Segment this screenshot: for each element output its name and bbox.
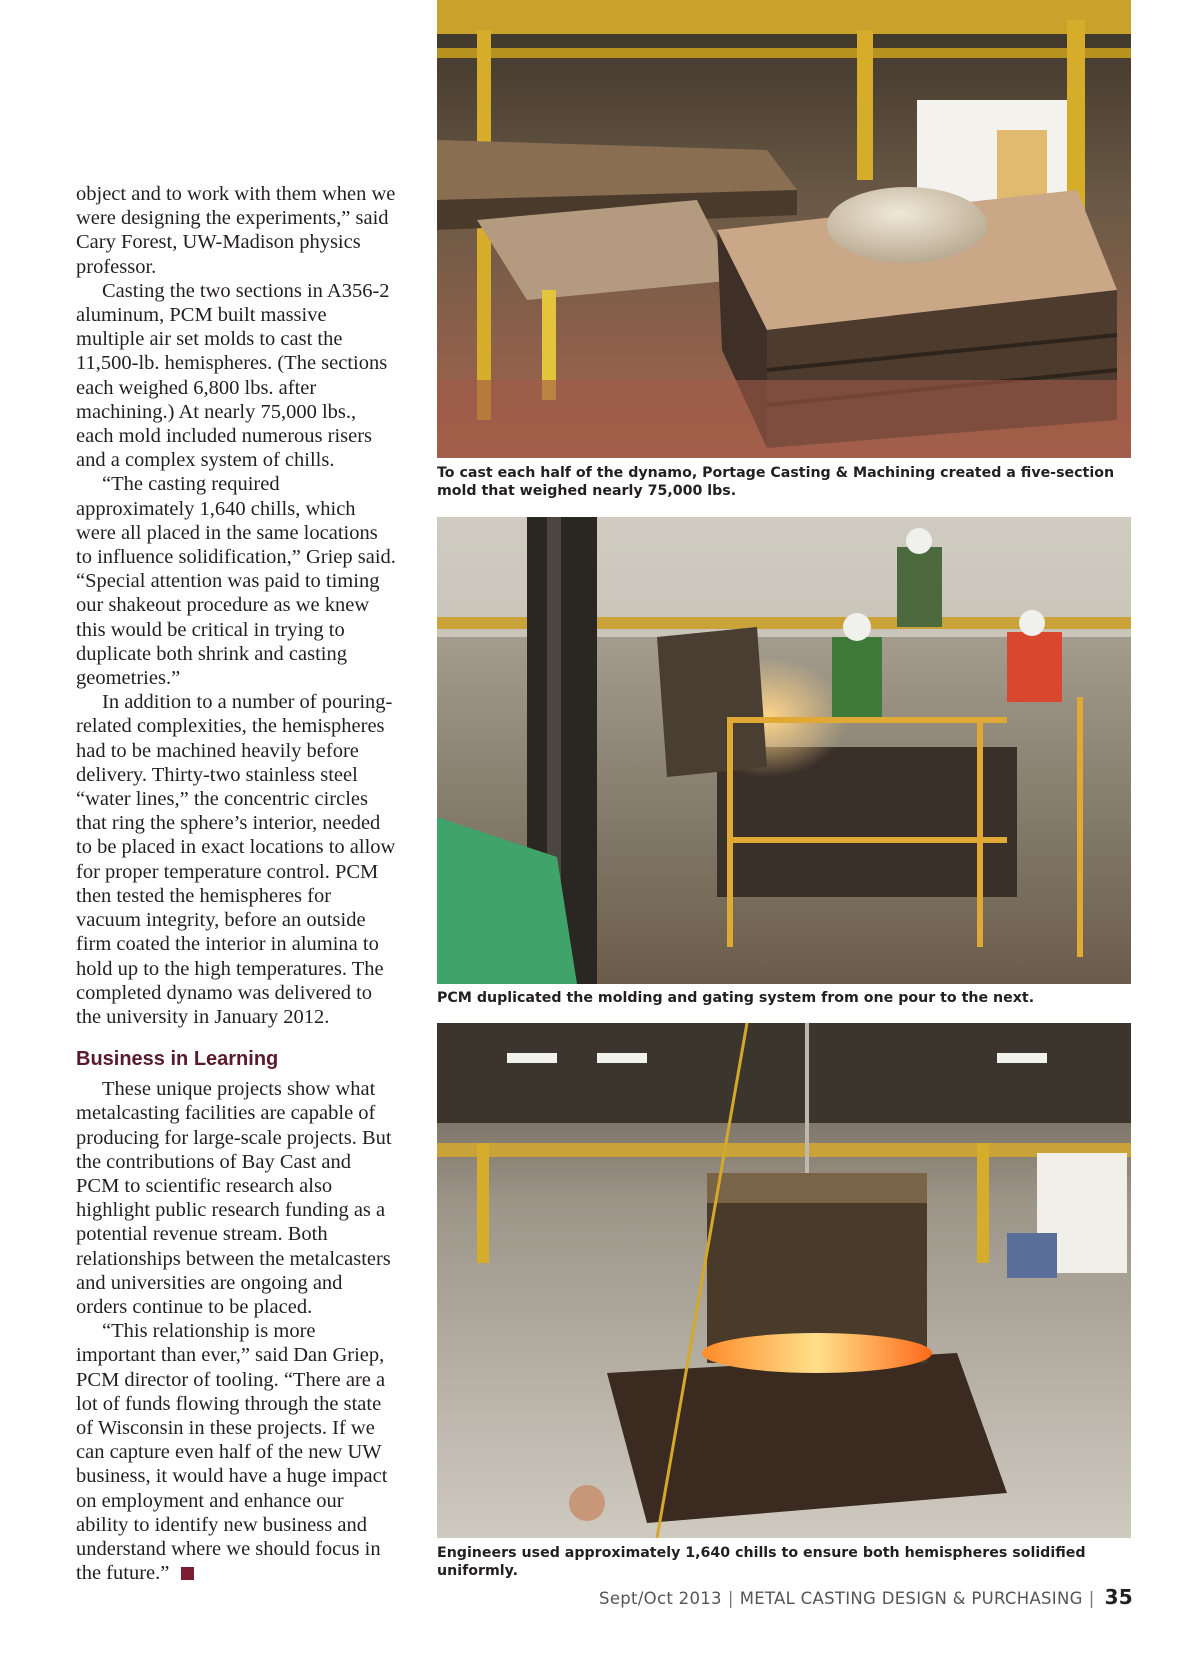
photo-shakeout (437, 1023, 1131, 1538)
article-paragraph: Casting the two sections in A356-2 aluminum, PCM built massive multiple air set molds to cast the 11,500-lb. hemispheres. (The sections each weighed 6,800 lbs. after machining.) At nearly 75,000 lbs., each mold included numerous risers and a complex system of chills. (76, 279, 390, 472)
article-paragraph: These unique projects show what metalcasting facilities are capable of producing for large-scale projects. But the contributions of Bay Cast and PCM to scientific research also highlight public research funding as a potential revenue stream. Both relationships between the metalcasters and universities are ongoing and orders continue to be placed. (76, 1078, 392, 1318)
article-paragraph-text: “This relationship is more important than ever,” said Dan Griep, PCM director of tooling. “There are a lot of funds flowing through the state of Wisconsin in these projects. If we can capture even half of the new UW business, it would have a huge impact on employment and enhance our ability to identify new business and understand where we should focus in the future.” (76, 1320, 388, 1585)
photo-mold-halves (437, 0, 1131, 458)
section-subhead: Business in Learning (76, 1048, 279, 1071)
caption-photo2: PCM duplicated the molding and gating system from one pour to the next. (437, 990, 1035, 1006)
end-of-article-mark (181, 1567, 194, 1580)
footer-issue: Sept/Oct 2013 (599, 1589, 722, 1608)
footer-separator: | (727, 1589, 734, 1608)
page-number: 35 (1104, 1585, 1133, 1609)
article-paragraph: object and to work with them when we were designing the experiments,” said Cary Forest, UW-Madison physics professor. (76, 183, 396, 278)
page-footer (599, 1585, 1133, 1609)
photo-pouring (437, 517, 1131, 984)
photo-pouring-image (437, 517, 1131, 984)
article-paragraph-last (76, 1319, 396, 1585)
article-paragraph: “The casting required approximately 1,640 chills, which were all placed in the same locations to influence solidification,” Griep said. “Special attention was paid to timing our shakeout procedure as we knew this would be critical in trying to duplicate both shrink and casting geometries.” (76, 473, 396, 690)
photo-mold-halves-image (437, 0, 1131, 458)
article-paragraph: In addition to a number of pouring-related complexities, the hemispheres had to be machined heavily before delivery. Thirty-two stainless steel “water lines,” the concentric circles that ring the sphere’s interior, needed to be placed in exact locations to allow for proper temperature control. PCM then tested the hemispheres for vacuum integrity, before an outside firm coated the interior in alumina to hold up to the high temperatures. The completed dynamo was delivered to the university in January 2012. (76, 691, 396, 1028)
caption-photo3: Engineers used approximately 1,640 chills to ensure both hemispheres solidified uniformly. (437, 1545, 1086, 1579)
article-text-column (76, 182, 396, 1585)
caption-photo1: To cast each half of the dynamo, Portage Casting & Machining created a five-section mold that weighed nearly 75,000 lbs. (437, 465, 1115, 499)
photo-shakeout-image (437, 1023, 1131, 1538)
footer-publication: METAL CASTING DESIGN & PURCHASING (739, 1589, 1083, 1608)
footer-separator: | (1088, 1589, 1095, 1608)
